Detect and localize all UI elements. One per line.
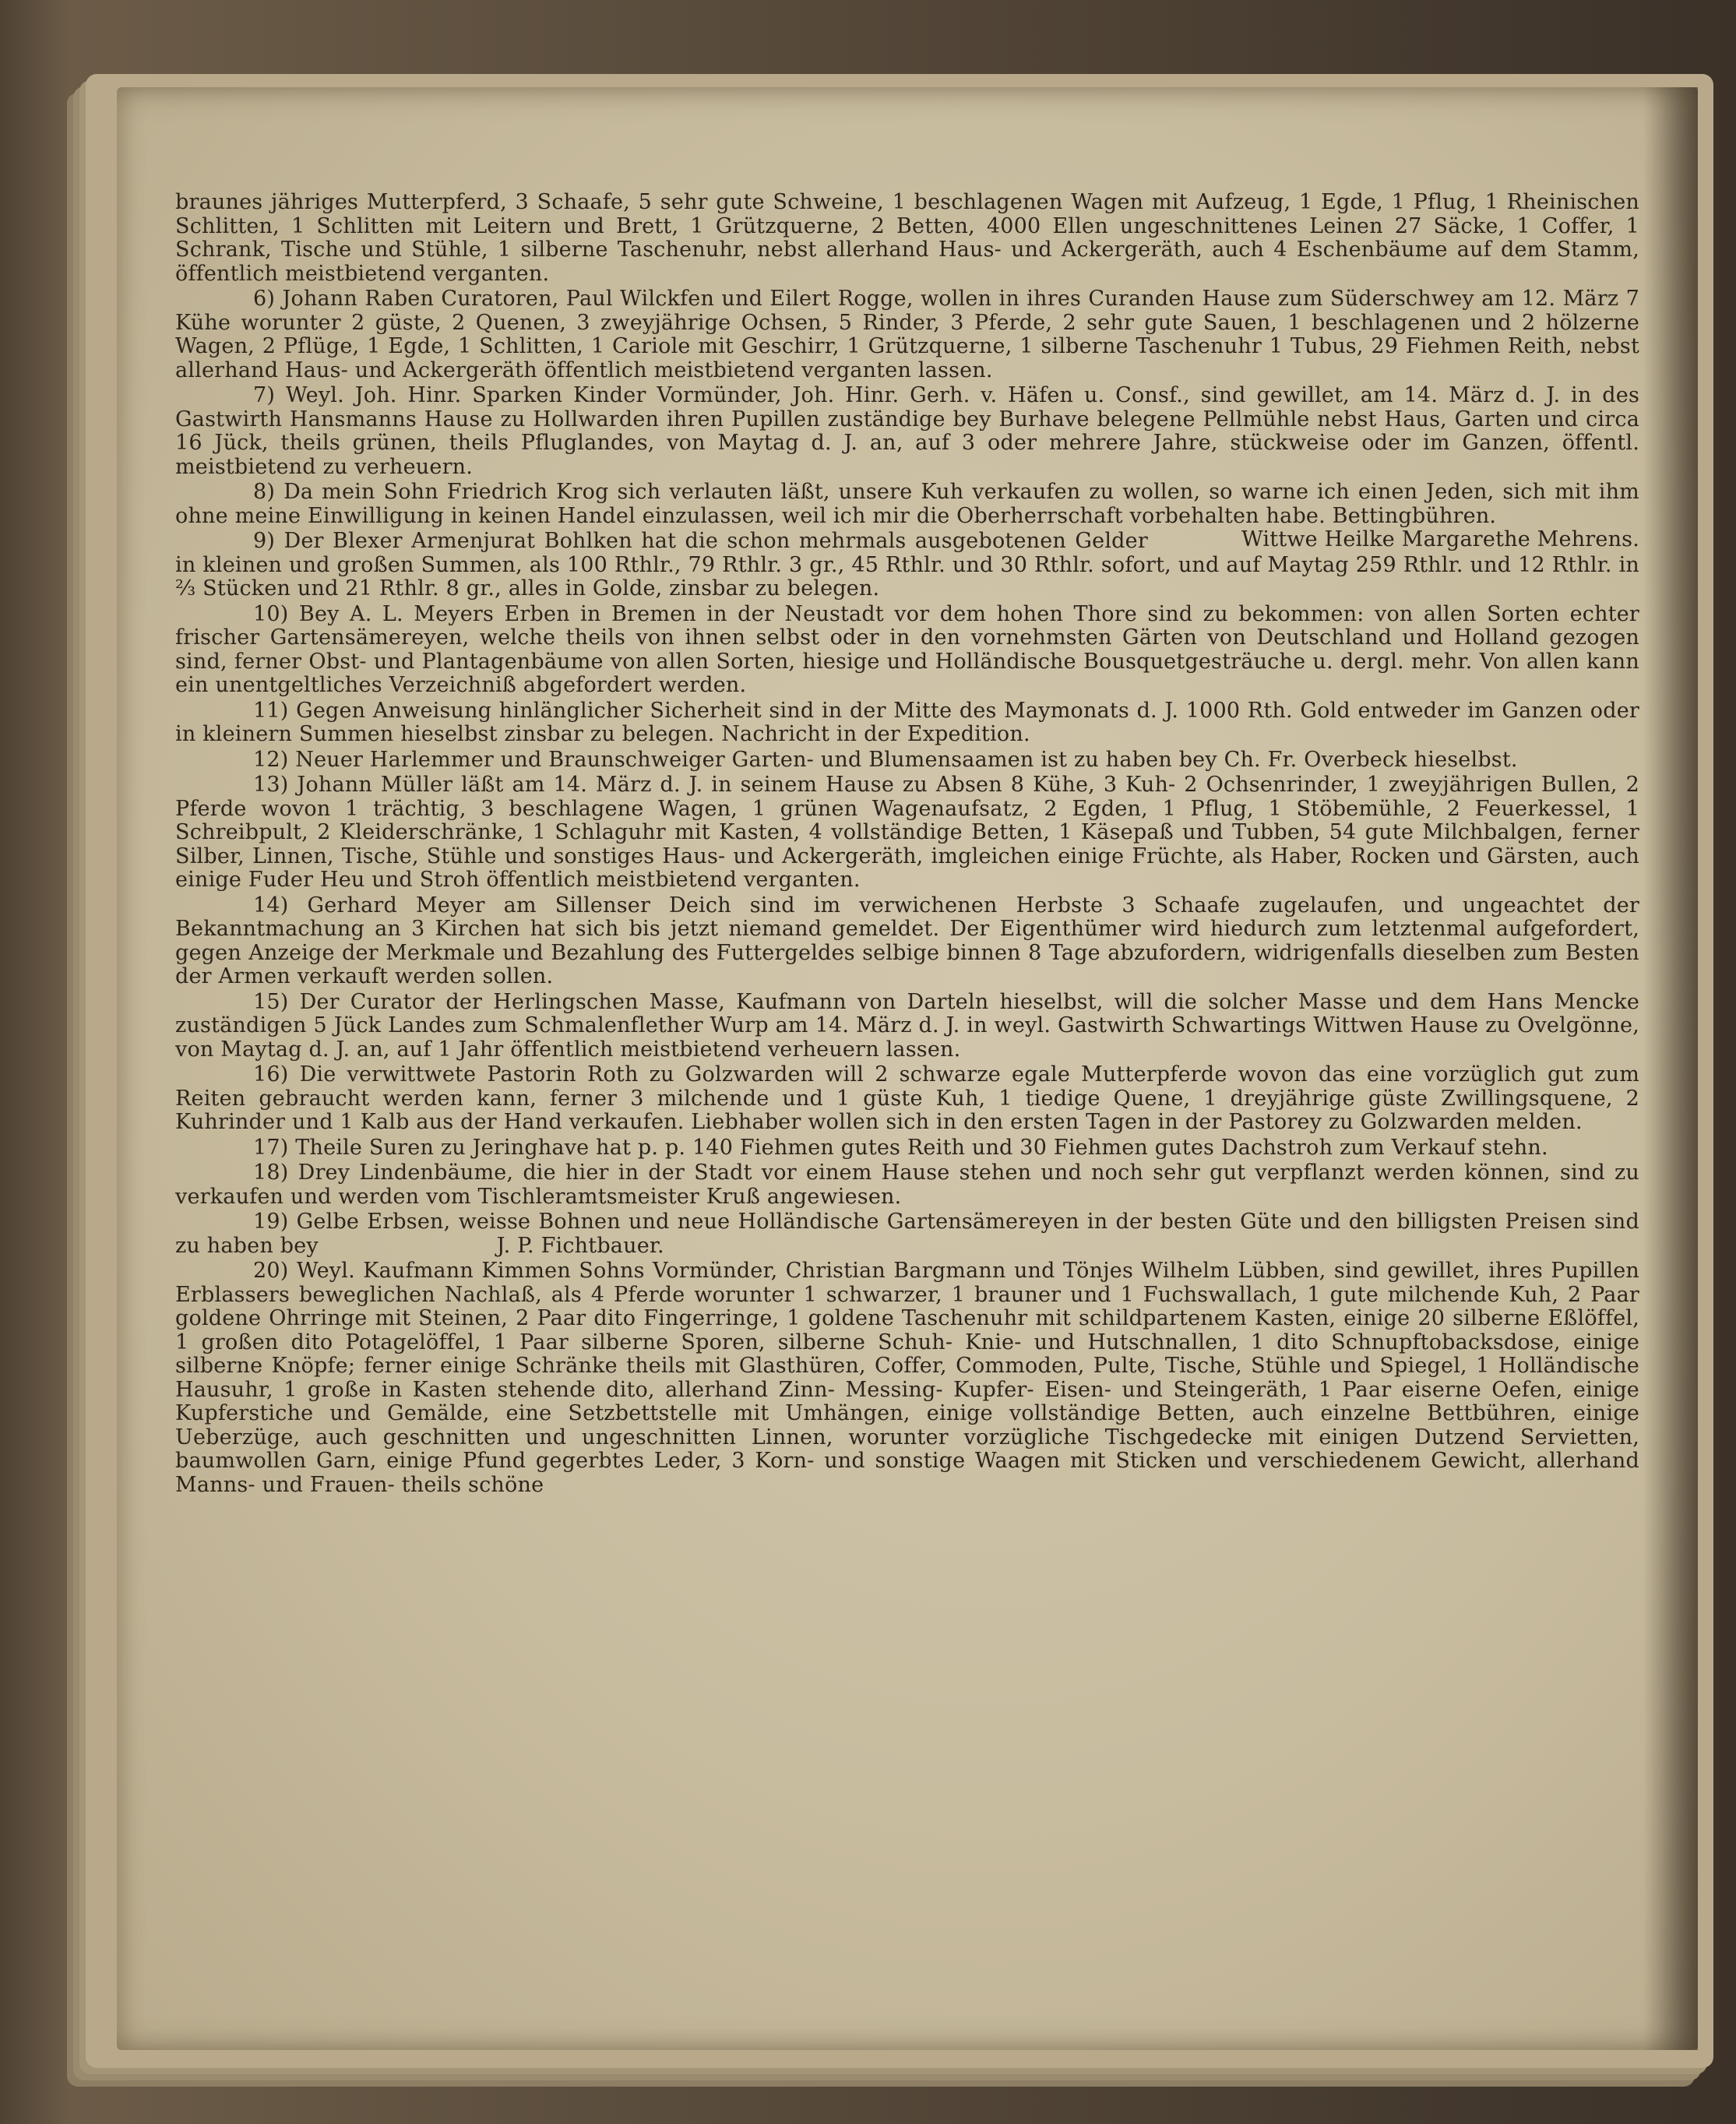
advertisement-9: 9) Der Blexer Armenjurat Bohlken hat die schon mehrmals ausgebotenen Gelder in kleinen und großen Summen, als 100 Rthlr., 79 Rthlr. 3 gr., 45 Rthlr. und 30 Rthlr. sofort, und auf Maytag 259 Rthlr. und 12 Rthlr. in ⅔ Stücken und 21 Rthlr. 8 gr., alles in Golde, zinsbar zu belegen. [175, 529, 1639, 601]
signature: J. P. Fichtbauer. [496, 1233, 664, 1258]
advertisement-17: 17) Theile Suren zu Jeringhave hat p. p. 140 Fiehmen gutes Reith und 30 Fiehmen gutes Dachstroh zum Verkauf stehn. [253, 1135, 1548, 1160]
page-gutter-shadow [1643, 87, 1698, 2050]
paragraph-continuation: braunes jähriges Mutterpferd, 3 Schaafe, 5 sehr gute Schweine, 1 beschlagenen Wagen mit Aufzeug, 1 Egde, 1 Pflug, 1 Rheinischen Schlitten, 1 Schlitten mit Leitern und Brett, 1 Grützquerne, 2 Betten, 4000 Ellen ungeschnittenes Leinen 27 Säcke, 1 Coffer, 1 Schrank, Tische und Stühle, 1 silberne Taschenuhr, nebst allerhand Haus- und Ackergeräth, auch 4 Eschenbäume auf dem Stamm, öffentlich meistbietend verganten. [175, 190, 1639, 286]
advertisement-19: 19) Gelbe Erbsen, weisse Bohnen und neue Holländische Gartensämereyen in der besten Güte und den billigsten Preisen sind zu haben bey J. P. Fichtbauer. [175, 1210, 1639, 1258]
advertisement-15: 15) Der Curator der Herlingschen Masse, Kaufmann von Darteln hieselbst, will die solcher Masse und dem Hans Mencke zuständigen 5 Jück Landes zum Schmalenflether Wurp am 14. März d. J. in weyl. Gastwirth Schwartings Wittwen Hause zu Ovelgönne, von Maytag d. J. an, auf 1 Jahr öffentlich meistbietend verheuern lassen. [175, 989, 1639, 1062]
advertisement-14: 14) Gerhard Meyer am Sillenser Deich sind im verwichenen Herbste 3 Schaafe zugelaufen, und ungeachtet der Bekanntmachung an 3 Kirchen hat sich bis jetzt niemand gemeldet. Der Eigenthümer wird hiedurch zum letztenmal aufgefordert, gegen Anzeige der Merkmale und Bezahlung des Futtergeldes selbige binnen 8 Tage abzufordern, widrigenfalls dieselben zum Besten der Armen verkauft werden sollen. [175, 893, 1639, 988]
advertisement-11: 11) Gegen Anweisung hinlänglicher Sicherheit sind in der Mitte des Maymonats d. J. 1000 Rth. Gold entweder im Ganzen oder in kleinern Summen hieselbst zinsbar zu belegen. Nachricht in der Expedition. [175, 698, 1639, 746]
advertisement-10: 10) Bey A. L. Meyers Erben in Bremen in der Neustadt vor dem hohen Thore sind zu bekommen: von allen Sorten echter frischer Gartensämereyen, welche theils von ihnen selbst oder in den vornehmsten Gärten von Deutschland und Holland gezogen sind, ferner Obst- und Plantagenbäume von allen Sorten, hiesige und Holländische Bousquetgesträuche u. dergl. mehr. Von allen kann ein unentgeltliches Verzeichniß abgefordert werden. [175, 601, 1639, 697]
advertisement-18: 18) Drey Lindenbäume, die hier in der Stadt vor einem Hause stehen und noch sehr gut verpflanzt werden können, sind zu verkaufen und werden vom Tischleramtsmeister Kruß angewiesen. [175, 1161, 1639, 1209]
advertisement-13: 13) Johann Müller läßt am 14. März d. J. in seinem Hause zu Absen 8 Kühe, 3 Kuh- 2 Ochsenrinder, 1 zweyjährigen Bullen, 2 Pferde wovon 1 trächtig, 3 beschlagene Wagen, 1 grünen Wagenaufsatz, 2 Egden, 1 Pflug, 1 Stöbemühle, 2 Feuerkessel, 1 Schreibpult, 2 Kleiderschränke, 1 Schlaguhr mit Kasten, 4 vollständige Betten, 1 Käsepaß und Tubben, 54 gute Milchbalgen, ferner Silber, Linnen, Tische, Stühle und sonstiges Haus- und Ackergeräth, imgleichen einige Früchte, als Haber, Rocken und Gärsten, auch einige Fuder Heu und Stroh öffentlich meistbietend verganten. [175, 773, 1639, 892]
advertisement-6: 6) Johann Raben Curatoren, Paul Wilckfen und Eilert Rogge, wollen in ihres Curanden Hause zum Süderschwey am 12. März 7 Kühe worunter 2 güste, 2 Quenen, 3 zweyjährige Ochsen, 5 Rinder, 3 Pferde, 2 sehr gute Sauen, 1 beschlagenen und 2 hölzerne Wagen, 2 Pflüge, 1 Egde, 1 Schlitten, 1 Cariole mit Geschirr, 1 Grützquerne, 1 silberne Taschenuhr 1 Tubus, 29 Fiehmen Reith, nebst allerhand Haus- und Ackergeräth öffentlich meistbietend verganten lassen. [175, 287, 1639, 382]
advertisement-7: 7) Weyl. Joh. Hinr. Sparken Kinder Vormünder, Joh. Hinr. Gerh. v. Häfen u. Consf., sind gewillet, am 14. März d. J. in des Gastwirth Hansmanns Hause zu Hollwarden ihren Pupillen zuständige bey Burhave belegene Pellmühle nebst Haus, Garten und circa 16 Jück, theils grünen, theils Pfluglandes, von Maytag d. J. an, auf 3 oder mehrere Jahre, stückweise oder im Ganzen, öffentl. meistbietend zu verheuern. [175, 383, 1639, 479]
advertisement-16: 16) Die verwittwete Pastorin Roth zu Golzwarden will 2 schwarze egale Mutterpferde wovon das eine vorzüglich gut zum Reiten gebraucht werden kann, ferner 3 milchende und 1 güste Kuh, 1 tiedige Quene, 1 dreyjährige güste Zwillingsquene, 2 Kuhrinder und 1 Kalb aus der Hand verkaufen. Liebhaber wollen sich in den ersten Tagen in der Pastorey zu Golzwarden melden. [175, 1062, 1639, 1134]
advertisement-12: 12) Neuer Harlemmer und Braunschweiger Garten- und Blumensaamen ist zu haben bey Ch. Fr. Overbeck hieselbst. [253, 747, 1518, 772]
advertisement-8: 8) Da mein Sohn Friedrich Krog sich verlauten läßt, unsere Kuh verkaufen zu wollen, so warne ich einen Jeden, sich mit ihm ohne meine Einwilligung in keinen Handel einzulassen, weil ich mir die Oberherrschaft vorbehalten habe. Bettingbühren. Wittwe Heilke Margarethe Mehrens. [175, 480, 1639, 551]
signature: Wittwe Heilke Margarethe Mehrens. [1241, 527, 1639, 551]
page-text [175, 191, 1639, 1499]
advertisement-20: 20) Weyl. Kaufmann Kimmen Sohns Vormünder, Christian Bargmann und Tönjes Wilhelm Lübben, sind gewillet, ihres Pupillen Erblassers beweglichen Nachlaß, als 4 Pferde worunter 1 schwarzer, 1 brauner und 1 Fuchswallach, 1 gute milchende Kuh, 2 Paar goldene Ohrringe mit Steinen, 2 Paar dito Fingerringe, 1 goldene Taschenuhr mit schildpartenem Kasten, einige 20 silberne Eßlöffel, 1 großen dito Potagelöffel, 1 Paar silberne Sporen, silberne Schuh- Knie- und Hutschnallen, 1 dito Schnupftobacksdose, einige silberne Knöpfe; ferner einige Schränke theils mit Glasthüren, Coffer, Commoden, Pulte, Tische, Stühle und Spiegel, 1 Holländische Hausuhr, 1 große in Kasten stehende dito, allerhand Zinn- Messing- Kupfer- Eisen- und Steingeräth, 1 Paar eiserne Oefen, einige Kupferstiche und Gemälde, eine Setzbettstelle mit Umhängen, einige vollständige Betten, auch einzelne Bettbühren, einige Ueberzüge, auch geschnitten und ungeschnitten Linnen, worunter vorzügliche Tischgedecke mit einigen Dutzend Servietten, baumwollen Garn, einige Pfund gegerbtes Leder, 3 Korn- und sonstige Waagen mit Sticken und verschiedenem Gewicht, allerhand Manns- und Frauen- theils schöne [175, 1259, 1639, 1497]
